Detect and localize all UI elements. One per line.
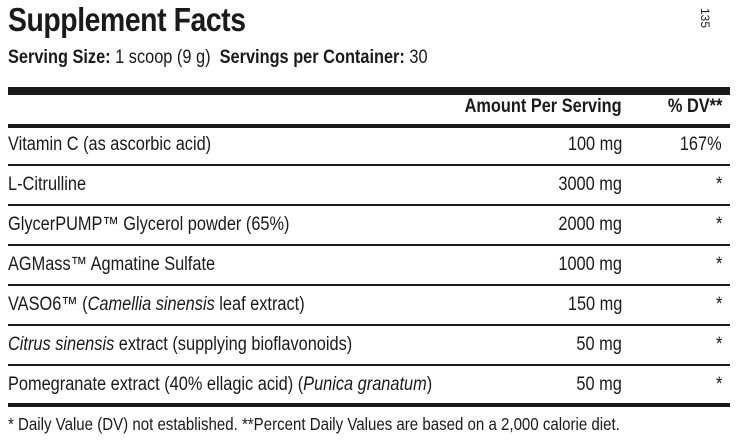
- ingredient-dv: *: [715, 294, 722, 315]
- ingredient-amount: 100 mg: [567, 134, 622, 155]
- ingredient-name: [8, 373, 432, 397]
- ingredient-amount: 150 mg: [567, 294, 622, 315]
- ingredient-name: [8, 133, 211, 157]
- row-divider: [8, 284, 730, 286]
- ingredient-amount: 50 mg: [576, 334, 622, 355]
- header-percent-dv: % DV**: [667, 96, 722, 117]
- ingredient-name: [8, 333, 352, 357]
- ingredient-botanical-name: Camellia sinensis: [87, 294, 215, 315]
- ingredient-name-suffix: leaf extract): [214, 294, 305, 315]
- header-amount-per-serving: Amount Per Serving: [464, 96, 622, 117]
- ingredient-name-text: AGMass™ Agmatine Sulfate: [8, 254, 216, 275]
- ingredient-dv: *: [715, 334, 722, 355]
- ingredient-dv: *: [715, 374, 722, 395]
- row-divider: [8, 164, 730, 166]
- ingredient-amount: 2000 mg: [558, 214, 622, 235]
- ingredient-name-suffix: extract (supplying bioflavonoids): [114, 334, 353, 355]
- ingredient-name: [8, 253, 215, 277]
- row-divider: [8, 204, 730, 206]
- header-rule: [8, 124, 730, 128]
- ingredient-dv: 167%: [680, 134, 722, 155]
- row-divider: [8, 244, 730, 246]
- servings-per-container-label: Servings per Container:: [219, 47, 405, 68]
- thick-rule-top: [8, 87, 730, 95]
- serving-info: [8, 46, 428, 70]
- ingredient-name: [8, 213, 289, 237]
- side-number: 135: [698, 8, 712, 29]
- thick-rule-bottom: [8, 403, 730, 407]
- servings-per-container-value: 30: [409, 47, 428, 68]
- serving-size-label: Serving Size:: [8, 47, 111, 68]
- ingredient-name-suffix: ): [426, 374, 433, 395]
- ingredient-amount: 3000 mg: [558, 174, 622, 195]
- page-title: Supplement Facts: [8, 1, 246, 38]
- ingredient-name-text: Pomegranate extract (40% ellagic acid) (: [8, 374, 304, 395]
- ingredient-botanical-name: Punica granatum: [303, 374, 427, 395]
- serving-size-value: 1 scoop (9 g): [115, 47, 211, 68]
- footnote: * Daily Value (DV) not established. **Percent Daily Values are based on a 2,000 calorie diet.: [8, 414, 620, 434]
- ingredient-dv: *: [715, 214, 722, 235]
- ingredient-name-text: VASO6™ (: [8, 294, 88, 315]
- ingredient-dv: *: [715, 254, 722, 275]
- ingredient-name-text: Vitamin C (as ascorbic acid): [8, 134, 212, 155]
- ingredient-amount: 50 mg: [576, 374, 622, 395]
- ingredient-name-text: GlycerPUMP™ Glycerol powder (65%): [8, 214, 290, 235]
- ingredient-botanical-name: Citrus sinensis: [8, 334, 115, 355]
- ingredient-dv: *: [715, 174, 722, 195]
- ingredient-name-text: L-Citrulline: [8, 174, 87, 195]
- ingredient-name: [8, 293, 305, 317]
- ingredient-name: [8, 173, 86, 197]
- row-divider: [8, 364, 730, 366]
- ingredient-amount: 1000 mg: [558, 254, 622, 275]
- row-divider: [8, 324, 730, 326]
